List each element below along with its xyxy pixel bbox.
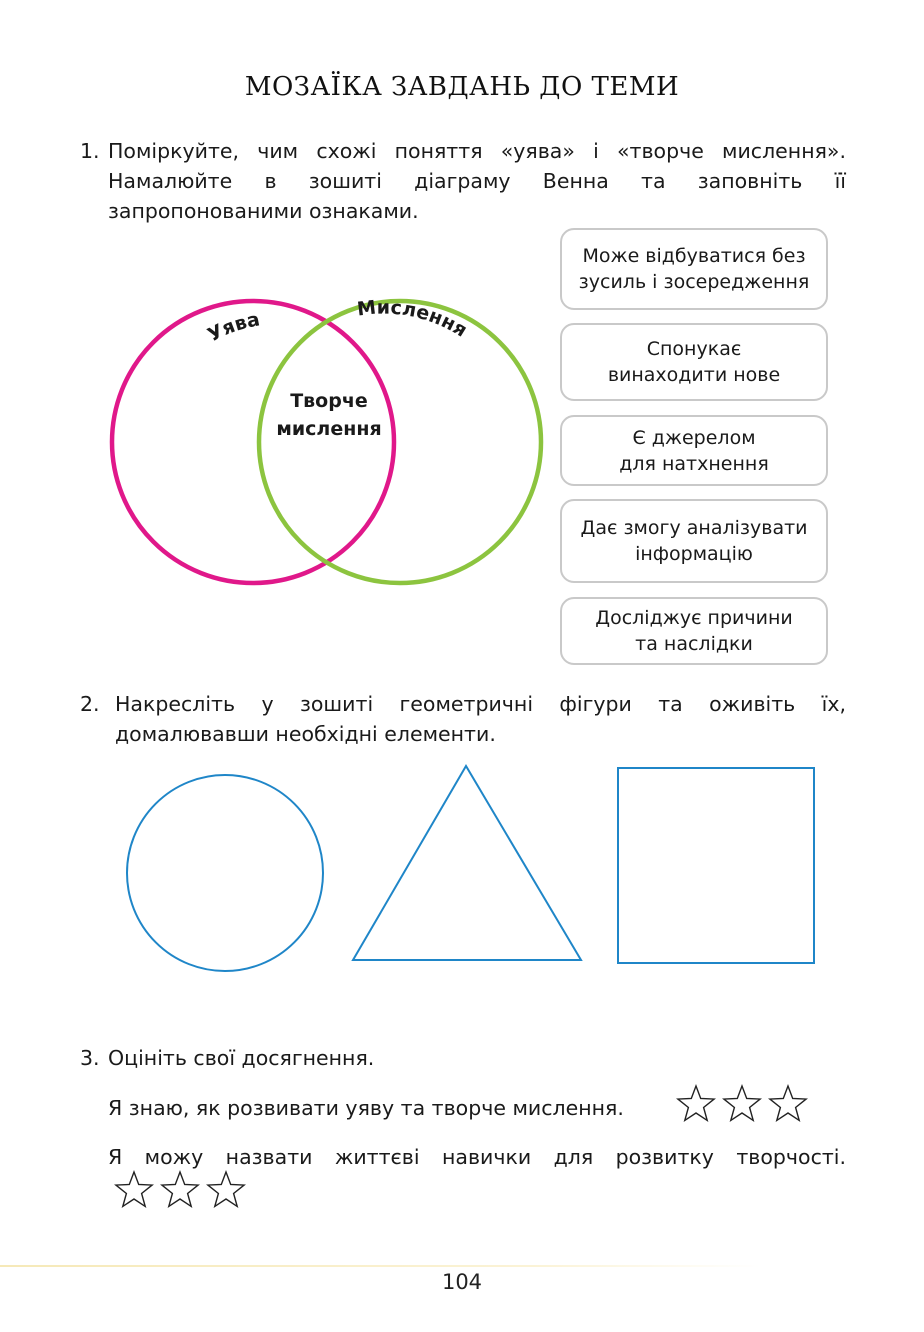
venn-right-label: Мислення [355,296,471,342]
venn-left-circle [112,301,394,583]
option-card-line: інформацію [635,543,753,565]
option-card [560,499,828,583]
star-icon[interactable] [112,1168,156,1212]
star-icon[interactable] [766,1082,810,1126]
option-card-line: Спонукає [646,338,742,360]
option-card-line: винаходити нове [607,364,781,386]
venn-center-label-line1: Творче [290,390,368,412]
star-icon[interactable] [720,1082,764,1126]
option-card [560,323,828,401]
option-card [560,228,828,310]
task-1-number: 1. [80,139,100,163]
option-card-line: Може відбуватися без [582,245,806,267]
option-card-line: та наслідки [635,633,753,655]
task-3-number: 3. [80,1046,100,1070]
page-number: 104 [441,1270,483,1294]
task-2-text: Накресліть у зошиті геометричні фігури та оживіть їх, домалювавши необхідні елементи. [115,692,846,746]
task-2 [80,689,846,749]
self-assessment-line-1: Я знаю, як розвивати уяву та творче мислення. [108,1096,624,1120]
task-1 [80,136,846,226]
star-icon[interactable] [158,1168,202,1212]
option-card-line: Досліджує причини [595,607,793,629]
page-title: МОЗАЇКА ЗАВДАНЬ ДО ТЕМИ [244,72,680,102]
venn-left-label: Уява [204,308,262,347]
circle-shape [127,775,323,971]
star-icon[interactable] [204,1168,248,1212]
option-card-line: для натхнення [619,452,769,475]
option-card-line: Дає змогу аналізувати [580,517,808,539]
task-3 [80,1043,846,1073]
option-card [560,597,828,665]
square-shape [618,768,814,963]
task-1-text: Поміркуйте, чим схожі поняття «уява» і «творче мислення». Намалюйте в зошиті діаграму Венна та заповніть її запропонованими ознаками. [108,139,846,223]
rating-stars-1 [674,1082,810,1126]
rating-stars-2 [112,1168,248,1212]
option-card-line: зусиль і зосередження [578,271,810,293]
star-icon[interactable] [674,1082,718,1126]
venn-diagram [100,290,560,595]
triangle-shape [353,766,581,960]
task-2-number: 2. [80,692,100,716]
geometric-shapes [110,760,830,980]
footer-divider [0,1265,760,1267]
task-3-text: Оцініть свої досягнення. [108,1046,375,1070]
self-assessment-line-2: Я можу назвати життєві навички для розвитку творчості. [108,1145,846,1169]
venn-center-label-line2: мислення [276,418,382,440]
option-card-line: Є джерелом [632,426,756,449]
venn-right-circle [259,301,541,583]
option-card [560,415,828,486]
